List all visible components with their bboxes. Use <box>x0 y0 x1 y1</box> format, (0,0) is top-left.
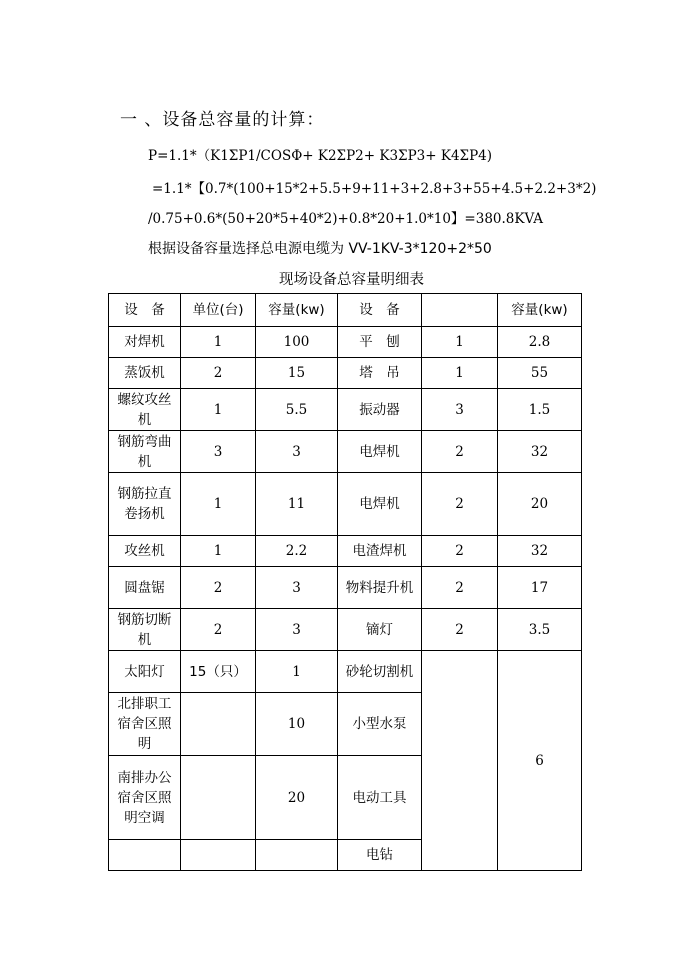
equipment-cell-2: 砂轮切割机 <box>338 651 422 693</box>
table-header-row <box>109 294 582 327</box>
cable-selection-text: 根据设备容量选择总电源电缆为 VV-1KV-3*120+2*50 <box>148 241 492 257</box>
equipment-cell-2: 平 刨 <box>338 327 422 358</box>
unit-cell: 15（只） <box>181 651 256 693</box>
table-row <box>109 651 582 693</box>
equipment-capacity-table <box>108 293 582 871</box>
header-equipment-2: 设 备 <box>338 294 422 327</box>
equipment-cell: 钢筋切断机 <box>109 609 181 651</box>
header-blank <box>422 294 498 327</box>
equipment-cell-2: 电钻 <box>338 840 422 871</box>
capacity-cell: 2.2 <box>256 536 338 567</box>
equipment-cell-2: 振动器 <box>338 389 422 431</box>
unit-cell-2: 2 <box>422 567 498 609</box>
unit-cell: 1 <box>181 327 256 358</box>
unit-cell <box>181 693 256 756</box>
equipment-cell: 蒸饭机 <box>109 358 181 389</box>
equipment-cell-2: 小型水泵 <box>338 693 422 756</box>
equipment-cell-2: 物料提升机 <box>338 567 422 609</box>
unit-cell-2: 1 <box>422 327 498 358</box>
capacity-cell-2: 32 <box>498 536 582 567</box>
section-heading: 一 、设备总容量的计算： <box>120 110 325 130</box>
unit-cell: 1 <box>181 473 256 536</box>
capacity-cell: 3 <box>256 431 338 473</box>
unit-cell: 2 <box>181 609 256 651</box>
formula-line-1: P=1.1*（K1ΣP1/COSΦ+ K2ΣP2+ K3ΣP3+ K4ΣP4) <box>148 148 493 164</box>
capacity-cell-2: 55 <box>498 358 582 389</box>
table-row <box>109 536 582 567</box>
unit-cell-2: 2 <box>422 609 498 651</box>
equipment-cell-2: 镝灯 <box>338 609 422 651</box>
equipment-cell: 南排办公宿舍区照明空调 <box>109 756 181 840</box>
equipment-cell: 钢筋拉直卷扬机 <box>109 473 181 536</box>
unit-cell: 1 <box>181 389 256 431</box>
equipment-cell: 对焊机 <box>109 327 181 358</box>
equipment-cell: 攻丝机 <box>109 536 181 567</box>
merged-unit-cell <box>422 651 498 871</box>
unit-cell: 1 <box>181 536 256 567</box>
capacity-cell-2: 32 <box>498 431 582 473</box>
capacity-cell: 3 <box>256 609 338 651</box>
table-row <box>109 567 582 609</box>
equipment-cell-2: 电焊机 <box>338 473 422 536</box>
equipment-cell-2: 电焊机 <box>338 431 422 473</box>
unit-cell-2: 1 <box>422 358 498 389</box>
unit-cell: 3 <box>181 431 256 473</box>
table-row <box>109 473 582 536</box>
capacity-cell: 11 <box>256 473 338 536</box>
table-row <box>109 609 582 651</box>
unit-cell: 2 <box>181 358 256 389</box>
table-row <box>109 358 582 389</box>
capacity-cell: 5.5 <box>256 389 338 431</box>
equipment-cell-2: 塔 吊 <box>338 358 422 389</box>
table-row <box>109 327 582 358</box>
header-capacity-2: 容量(kw) <box>498 294 582 327</box>
capacity-cell: 100 <box>256 327 338 358</box>
equipment-cell-2: 电动工具 <box>338 756 422 840</box>
capacity-cell-2: 3.5 <box>498 609 582 651</box>
capacity-cell-2: 1.5 <box>498 389 582 431</box>
capacity-cell: 20 <box>256 756 338 840</box>
capacity-cell: 15 <box>256 358 338 389</box>
capacity-cell: 1 <box>256 651 338 693</box>
header-equipment: 设 备 <box>109 294 181 327</box>
header-unit: 单位(台) <box>181 294 256 327</box>
capacity-cell <box>256 840 338 871</box>
merged-capacity-cell: 6 <box>498 651 582 871</box>
formula-line-3: /0.75+0.6*(50+20*5+40*2)+0.8*20+1.0*10】=380.8KVA <box>148 211 544 227</box>
header-capacity: 容量(kw) <box>256 294 338 327</box>
unit-cell <box>181 840 256 871</box>
unit-cell-2: 3 <box>422 389 498 431</box>
equipment-cell: 钢筋弯曲机 <box>109 431 181 473</box>
capacity-cell-2: 17 <box>498 567 582 609</box>
equipment-cell: 太阳灯 <box>109 651 181 693</box>
capacity-cell: 10 <box>256 693 338 756</box>
unit-cell: 2 <box>181 567 256 609</box>
unit-cell-2: 2 <box>422 536 498 567</box>
unit-cell-2: 2 <box>422 431 498 473</box>
capacity-cell-2: 2.8 <box>498 327 582 358</box>
table-row <box>109 389 582 431</box>
table-caption: 现场设备总容量明细表 <box>279 272 424 288</box>
equipment-cell-2: 电渣焊机 <box>338 536 422 567</box>
equipment-cell <box>109 840 181 871</box>
formula-line-2: =1.1*【0.7*(100+15*2+5.5+9+11+3+2.8+3+55+4.5+2.2+3*2) <box>152 181 597 197</box>
unit-cell <box>181 756 256 840</box>
equipment-cell: 北排职工宿舍区照明 <box>109 693 181 756</box>
table-row <box>109 431 582 473</box>
unit-cell-2: 2 <box>422 473 498 536</box>
equipment-cell: 圆盘锯 <box>109 567 181 609</box>
capacity-cell-2: 20 <box>498 473 582 536</box>
equipment-cell: 螺纹攻丝机 <box>109 389 181 431</box>
capacity-cell: 3 <box>256 567 338 609</box>
